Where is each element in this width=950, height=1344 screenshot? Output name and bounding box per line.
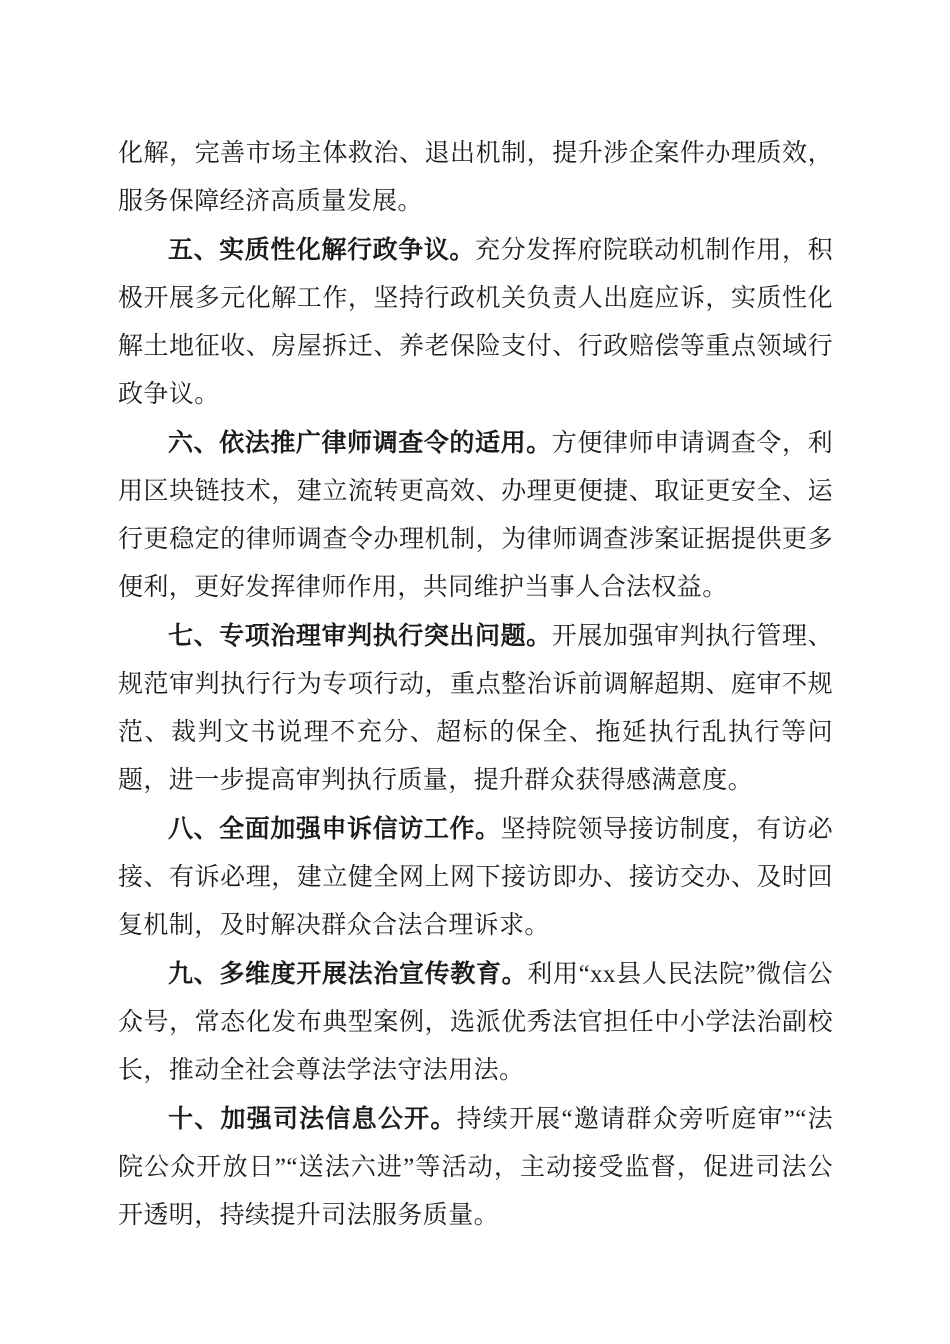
paragraph [118,612,833,805]
paragraph-text: 利用“xx县人民法院”微信公众号，常态化发布典型案例，选派优秀法官担任中小学法治副校长，推动全社会尊法学法守法用法。 [118,961,833,1084]
paragraph-text: 化解，完善市场主体救治、退出机制，提升涉企案件办理质效，服务保障经济高质量发展。 [118,140,833,215]
paragraph [118,1095,833,1240]
paragraph-heading: 六、依法推广律师调查令的适用。 [168,429,552,457]
paragraph-heading: 七、专项治理审判执行突出问题。 [168,622,552,650]
paragraph-text: 方便律师申请调查令，利用区块链技术，建立流转更高效、办理更便捷、取证更安全、运行更稳定的律师调查令办理机制，为律师调查涉案证据提供更多便利，更好发挥律师作用，共同维护当事人合法权益。 [118,430,833,601]
paragraph-heading: 九、多维度开展法治宣传教育。 [168,960,528,988]
paragraph-text: 开展加强审判执行管理、规范审判执行行为专项行动，重点整治诉前调解超期、庭审不规范、裁判文书说理不充分、超标的保全、拖延执行乱执行等问题，进一步提高审判执行质量，提升群众获得感满意度。 [118,623,833,794]
paragraph-text: 充分发挥府院联动机制作用，积极开展多元化解工作，坚持行政机关负责人出庭应诉，实质性化解土地征收、房屋拆迁、养老保险支付、行政赔偿等重点领域行政争议。 [118,237,833,408]
paragraph-text: 坚持院领导接访制度，有访必接、有诉必理，建立健全网上网下接访即办、接访交办、及时回复机制，及时解决群众合法合理诉求。 [118,816,833,939]
paragraph-heading: 十、加强司法信息公开。 [168,1105,457,1133]
document-body [118,130,833,1240]
paragraph-text: 持续开展“邀请群众旁听庭审”“法院公众开放日”“送法六进”等活动，主动接受监督，促进司法公开透明，持续提升司法服务质量。 [118,1106,833,1229]
paragraph-heading: 八、全面加强申诉信访工作。 [168,815,501,843]
paragraph [118,419,833,612]
paragraph [118,226,833,419]
paragraph [118,805,833,950]
paragraph [118,950,833,1095]
paragraph [118,130,833,226]
paragraph-heading: 五、实质性化解行政争议。 [168,236,475,264]
